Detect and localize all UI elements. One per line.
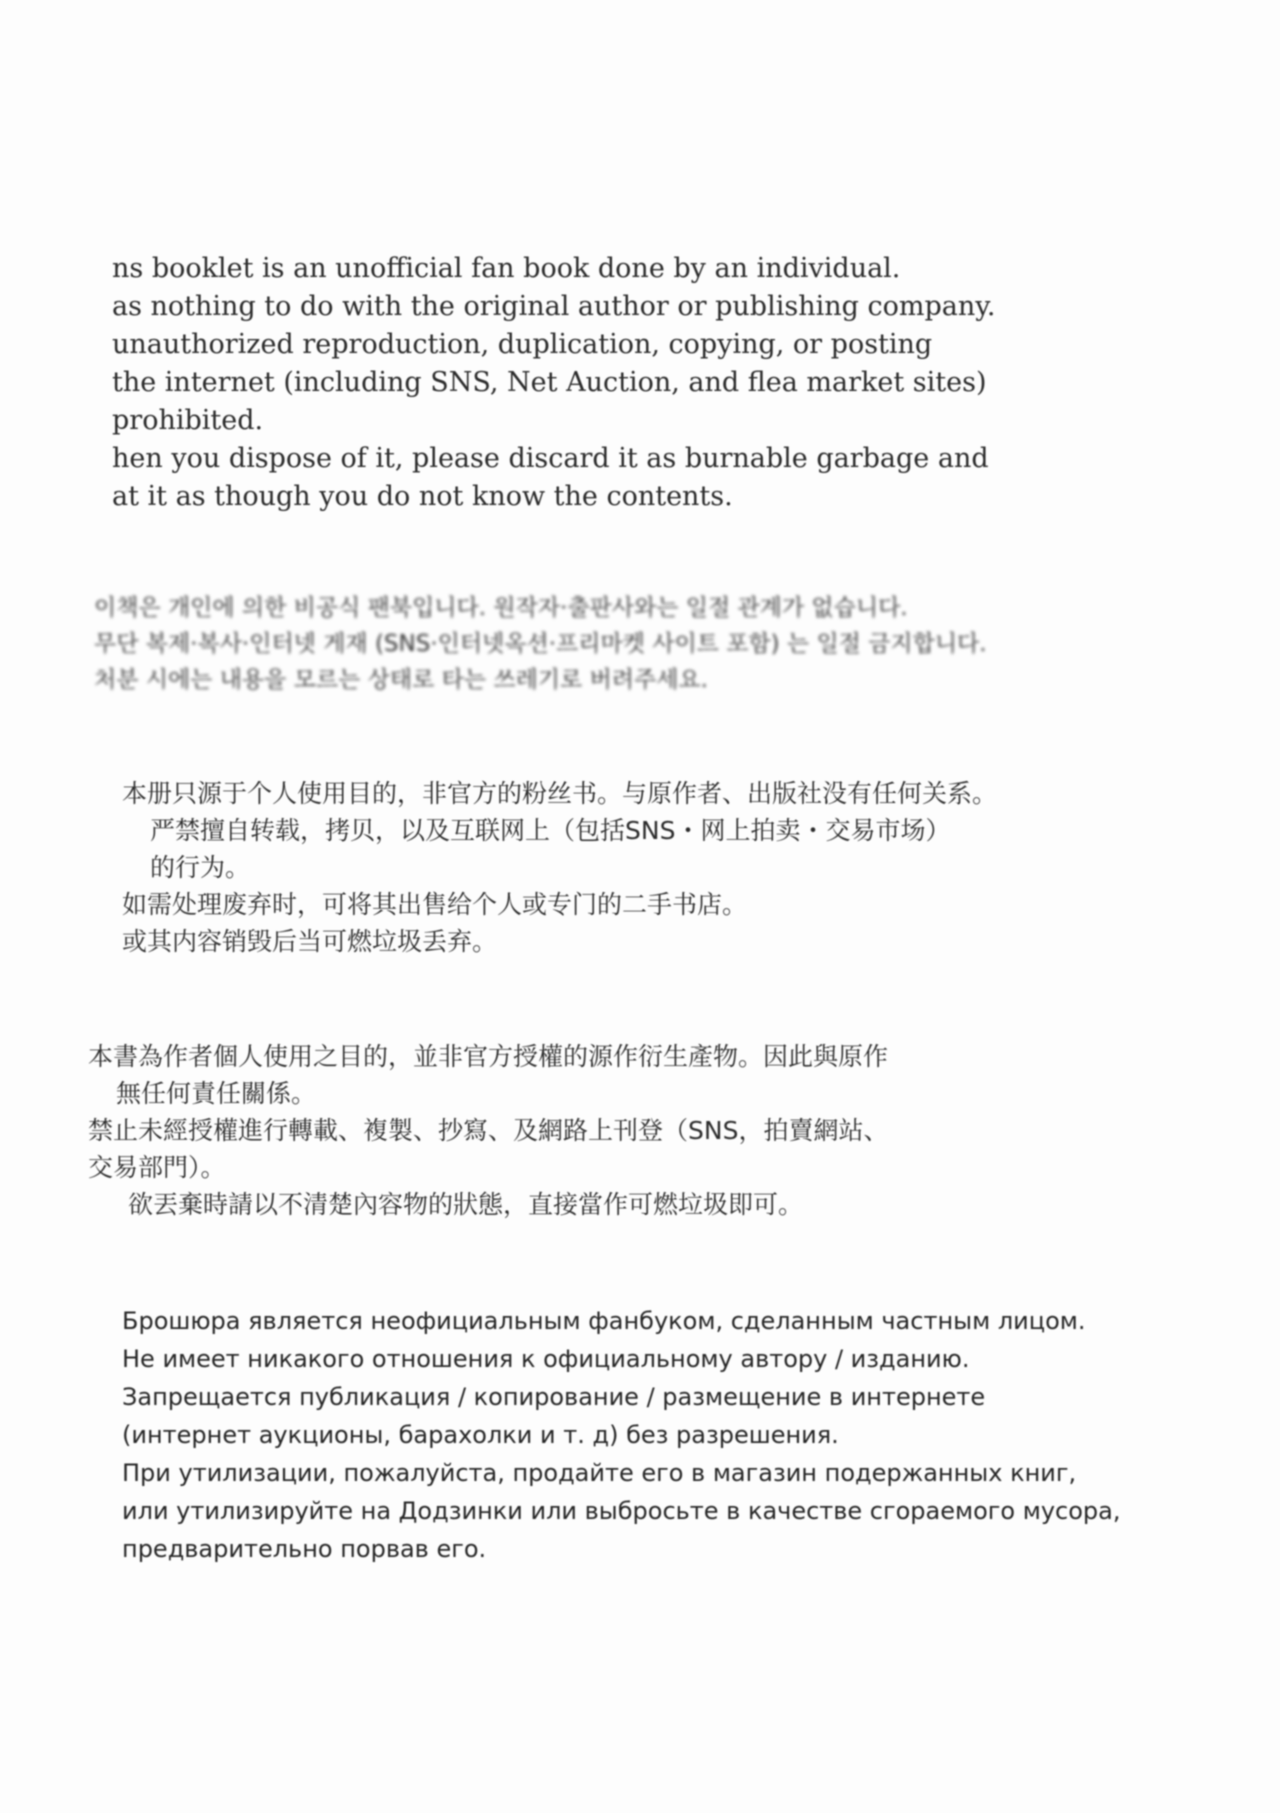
russian-line: (интернет аукционы, барахолки и т. д) без разрешения. (122, 1421, 839, 1449)
chinese-simplified-line: 本册只源于个人使用目的，非官方的粉丝书。与原作者、出版社没有任何关系。 (122, 779, 998, 808)
english-line: ns booklet is an unofficial fan book done by an individual. (112, 253, 901, 284)
english-line: hen you dispose of it, please discard it as burnable garbage and (112, 443, 989, 474)
english-line: at it as though you do not know the contents. (112, 481, 733, 512)
chinese-traditional-line: 交易部門）。 (88, 1153, 226, 1182)
chinese-simplified-line: 如需处理废弃时，可将其出售给个人或专门的二手书店。 (122, 890, 748, 919)
korean-line: 처분 시에는 내용을 모르는 상태로 타는 쓰레기로 버려주세요. (94, 667, 708, 693)
russian-line: предварительно порвав его. (122, 1535, 487, 1563)
english-notice (112, 250, 996, 516)
russian-line: Брошюра является неофициальным фанбуком, сделанным частным лицом. (122, 1307, 1086, 1335)
korean-line: 무단 복제·복사·인터넷 게재 (SNS·인터넷옥션·프리마켓 사이트 포함) 는 일절 금지합니다. (94, 631, 987, 657)
chinese-simplified-line: 的行为。 (150, 853, 251, 882)
russian-line: или утилизируйте на Додзинки или выбросьте в качестве сгораемого мусора, (122, 1497, 1121, 1525)
english-line: the internet (including SNS, Net Auction, and flea market sites) (112, 367, 987, 398)
english-line: prohibited. (112, 405, 264, 436)
russian-line: Не имеет никакого отношения к официальному автору / изданию. (122, 1345, 970, 1373)
korean-line: 이책은 개인에 의한 비공식 팬북입니다. 원작자·출판사와는 일절 관계가 없습니다. (94, 595, 908, 621)
english-line: as nothing to do with the original author or publishing company. (112, 291, 996, 322)
chinese-simplified-notice (122, 775, 997, 960)
chinese-traditional-line: 無任何責任關係。 (116, 1079, 317, 1108)
chinese-traditional-line: 本書為作者個人使用之目的，並非官方授權的源作衍生產物。因此與原作 (88, 1042, 889, 1071)
korean-notice (94, 590, 987, 698)
chinese-simplified-line: 或其内容销毁后当可燃垃圾丢弃。 (122, 927, 498, 956)
russian-line: Запрещается публикация / копирование / размещение в интернете (122, 1383, 986, 1411)
chinese-traditional-notice (88, 1038, 888, 1223)
chinese-traditional-line: 禁止未經授權進行轉載、複製、抄寫、及網路上刊登（SNS，拍賣網站、 (88, 1116, 889, 1145)
russian-line: При утилизации, пожалуйста, продайте его в магазин подержанных книг, (122, 1459, 1077, 1487)
russian-notice (122, 1302, 1120, 1568)
chinese-traditional-line: 欲丟棄時請以不清楚內容物的狀態，直接當作可燃垃圾即可。 (128, 1190, 804, 1219)
chinese-simplified-line: 严禁擅自转载，拷贝，以及互联网上（包括SNS・网上拍卖・交易市场） (150, 816, 951, 845)
english-line: unauthorized reproduction, duplication, copying, or posting (112, 329, 933, 360)
